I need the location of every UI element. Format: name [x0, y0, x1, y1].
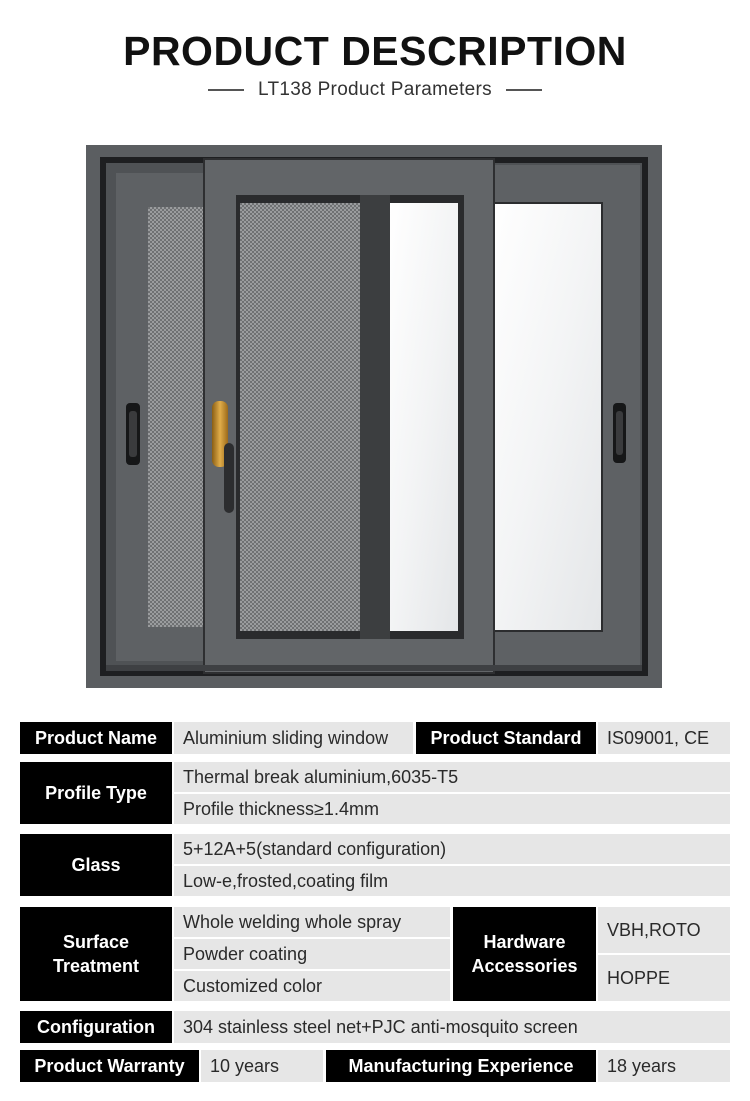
product-standard-value: IS09001, CE — [598, 722, 730, 754]
sliding-window-image — [86, 145, 662, 688]
product-warranty-value: 10 years — [201, 1050, 323, 1082]
surface-value-3: Customized color — [174, 971, 450, 1001]
right-divider — [506, 89, 542, 91]
surface-value-2: Powder coating — [174, 939, 450, 969]
profile-type-value-2: Profile thickness≥1.4mm — [174, 794, 730, 824]
configuration-value: 304 stainless steel net+PJC anti-mosquito screen — [174, 1011, 730, 1043]
product-name-value: Aluminium sliding window — [174, 722, 413, 754]
sliding-glass — [390, 203, 458, 631]
manufacturing-experience-value: 18 years — [598, 1050, 730, 1082]
surface-label-line-2: Treatment — [52, 956, 140, 976]
surface-treatment-label — [20, 907, 172, 1001]
hardware-value-1: VBH,ROTO — [598, 907, 730, 953]
product-name-label: Product Name — [20, 722, 172, 754]
hardware-label-line-2: Accessories — [471, 956, 578, 976]
page-title: PRODUCT DESCRIPTION — [123, 28, 627, 74]
surface-label-line-1: Surface — [62, 932, 130, 952]
sliding-screen — [240, 203, 360, 631]
profile-type-value-1: Thermal break aluminium,6035-T5 — [174, 762, 730, 792]
configuration-label: Configuration — [20, 1011, 172, 1043]
glass-value-1: 5+12A+5(standard configuration) — [174, 834, 730, 864]
glass-value-2: Low-e,frosted,coating film — [174, 866, 730, 896]
profile-type-label: Profile Type — [20, 762, 172, 824]
left-divider — [208, 89, 244, 91]
left-screen — [148, 207, 212, 627]
manufacturing-experience-label: Manufacturing Experience — [326, 1050, 596, 1082]
product-standard-label: Product Standard — [416, 722, 596, 754]
right-glass — [492, 203, 602, 631]
hardware-value-2: HOPPE — [598, 955, 730, 1001]
subtitle-row — [0, 78, 750, 102]
glass-label: Glass — [20, 834, 172, 896]
product-warranty-label: Product Warranty — [20, 1050, 199, 1082]
page-subtitle: LT138 Product Parameters — [258, 79, 492, 100]
hardware-label-line-1: Hardware — [483, 932, 566, 952]
surface-value-1: Whole welding whole spray — [174, 907, 450, 937]
hardware-accessories-label — [453, 907, 596, 1001]
